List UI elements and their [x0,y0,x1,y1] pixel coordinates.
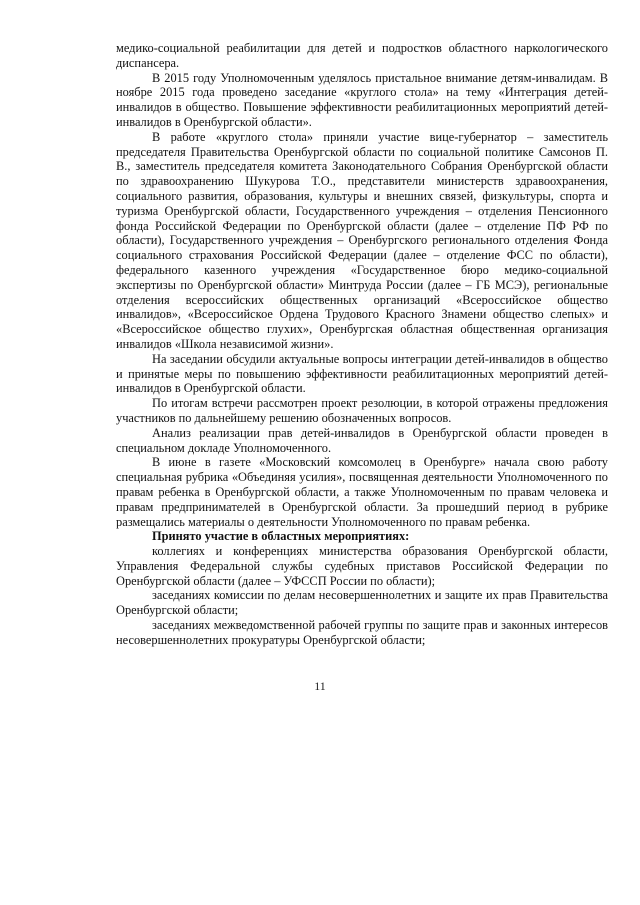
paragraph-round-table-intro: В 2015 году Уполномоченным уделялось пристальное внимание детям-инвалидам. В ноябре 2015 года проведено заседание «круглого стола» на тему «Интеграция детей-инвалидов в общество. Повышение эффективности реабилитационных мероприятий детей-инвалидов в Оренбургской области». [116,70,608,129]
paragraph-newspaper-rubric: В июне в газете «Московский комсомолец в Оренбурге» начала свою работу специальная рубрика «Объединяя усилия», посвященная деятельности Уполномоченного по правам ребенка в Оренбургской области, а также Уполномоченным по правам человека и правам предпринимателей в Оренбургской области. За прошедший период в рубрике размещались материалы о деятельности Уполномоченного по правам ребенка. [116,455,608,529]
paragraph-special-report: Анализ реализации прав детей-инвалидов в Оренбургской области проведен в специальном докладе Уполномоченного. [116,425,608,455]
document-body [116,41,608,648]
list-item-commission: заседаниях комиссии по делам несовершеннолетних и защите их прав Правительства Оренбургской области; [116,588,608,618]
section-heading-regional-events: Принято участие в областных мероприятиях: [152,529,410,544]
list-item-working-group: заседаниях межведомственной рабочей группы по защите прав и законных интересов несовершеннолетних прокуратуры Оренбургской области; [116,618,608,647]
list-item-collegiums: коллегиях и конференциях министерства образования Оренбургской области, Управления Федеральной службы судебных приставов Российской Федерации по Оренбургской области (далее – УФССП России по области); [116,544,608,588]
paragraph-discussion: На заседании обсудили актуальные вопросы интеграции детей-инвалидов в общество и принятые меры по повышению эффективности реабилитационных мероприятий детей-инвалидов в Оренбургской области. [116,351,608,396]
page-number: 11 [314,679,326,693]
paragraph-participants: В работе «круглого стола» приняли участие вице-губернатор – заместитель председателя Правительства Оренбургской области по социальной политике Самсонов П. В., заместитель председателя комитета Законодательного Собрания Оренбургской области по здравоохранению Шукурова Т.О., представители министерств здравоохранения, социального развития, образования, культуры и внешних связей, физкультуры, спорта и туризма Оренбургской области, Государственного учреждения – отделения Пенсионного фонда Российской Федерации по Оренбургской области (далее – отделение ПФ РФ по области), Государственного учреждения – Оренбургского регионального отделения Фонда социального страхования Российской Федерации (далее – отделение ФСС по области), федерального казенного учреждения «Государственное бюро медико-социальной экспертизы по Оренбургской области» Минтруда России (далее – ГБ МСЭ), региональные отделения всероссийских общественных организаций «Всероссийское общество инвалидов», «Всероссийское Ордена Трудового Красного Знамени общество слепых» и «Всероссийское общество глухих», Оренбургская областная общественная организация инвалидов «Школа независимой жизни». [116,129,608,351]
paragraph-continuation: медико-социальной реабилитации для детей и подростков областного наркологического диспансера. [116,41,608,70]
paragraph-resolution: По итогам встречи рассмотрен проект резолюции, в которой отражены предложения участников по дальнейшему решению обозначенных вопросов. [116,396,608,425]
